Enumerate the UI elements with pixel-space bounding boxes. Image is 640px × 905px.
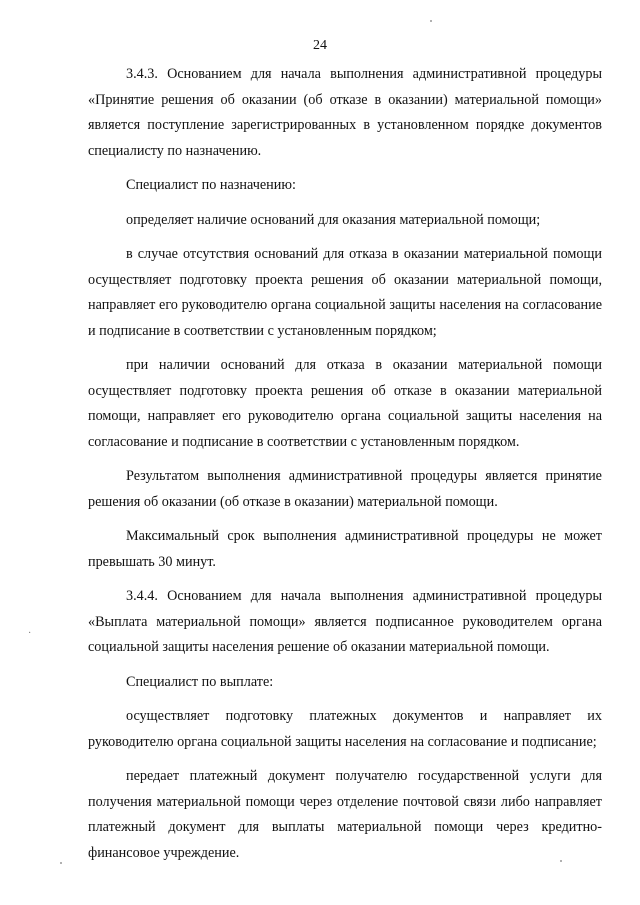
paragraph-specialist-payment: Специалист по выплате: — [126, 673, 274, 690]
scan-speck — [430, 20, 432, 22]
paragraph-specialist-assignment: Специалист по назначению: — [126, 177, 296, 193]
page-number: 24 — [313, 38, 327, 53]
paragraph-transfers-payment-doc: передает платежный документ получателю государственной услуги для получения материальной помощи через отделение почтовой связи либо направляет платежный документ для выплаты материальной помощи через кредитно-финансовое учреждение. — [88, 768, 602, 861]
scan-margin-mark: · — [28, 628, 32, 639]
scan-speck — [560, 860, 562, 862]
paragraph-no-refusal-grounds: в случае отсутствия оснований для отказа в оказании материальной помощи осуществляет подготовку проекта решения об оказании материальной помощи, направляет его руководителю органа социальной защиты населения на согласование и подписание в соответствии с установленным порядком; — [88, 246, 602, 339]
paragraph-result: Результатом выполнения административной процедуры является принятие решения об оказании (об отказе в оказании) материальной помощи. — [88, 468, 602, 510]
scan-speck — [60, 862, 62, 864]
document-body — [88, 62, 602, 866]
paragraph-refusal-grounds: при наличии оснований для отказа в оказании материальной помощи осуществляет подготовку проекта решения об отказе в оказании материальной помощи, направляет его руководителю органа социальной защиты населения на согласование и подписание в соответствии с установленным порядком. — [88, 357, 602, 450]
paragraph-determines-grounds: определяет наличие оснований для оказания материальной помощи; — [126, 211, 541, 228]
paragraph-3-4-3: 3.4.3. Основанием для начала выполнения административной процедуры «Принятие решения об оказании (об отказе в оказании) материальной помощи» является поступление зарегистрированных в установленном порядке документов специалисту по назначению. — [88, 66, 602, 159]
paragraph-max-duration: Максимальный срок выполнения административной процедуры не может превышать 30 минут. — [88, 528, 602, 570]
paragraph-prepares-payment-docs: осуществляет подготовку платежных документов и направляет их руководителю органа социальной защиты населения на согласование и подписание; — [88, 708, 602, 750]
paragraph-3-4-4: 3.4.4. Основанием для начала выполнения административной процедуры «Выплата материальной помощи» является подписанное руководителем органа социальной защиты населения решение об оказании материальной помощи. — [88, 588, 602, 655]
